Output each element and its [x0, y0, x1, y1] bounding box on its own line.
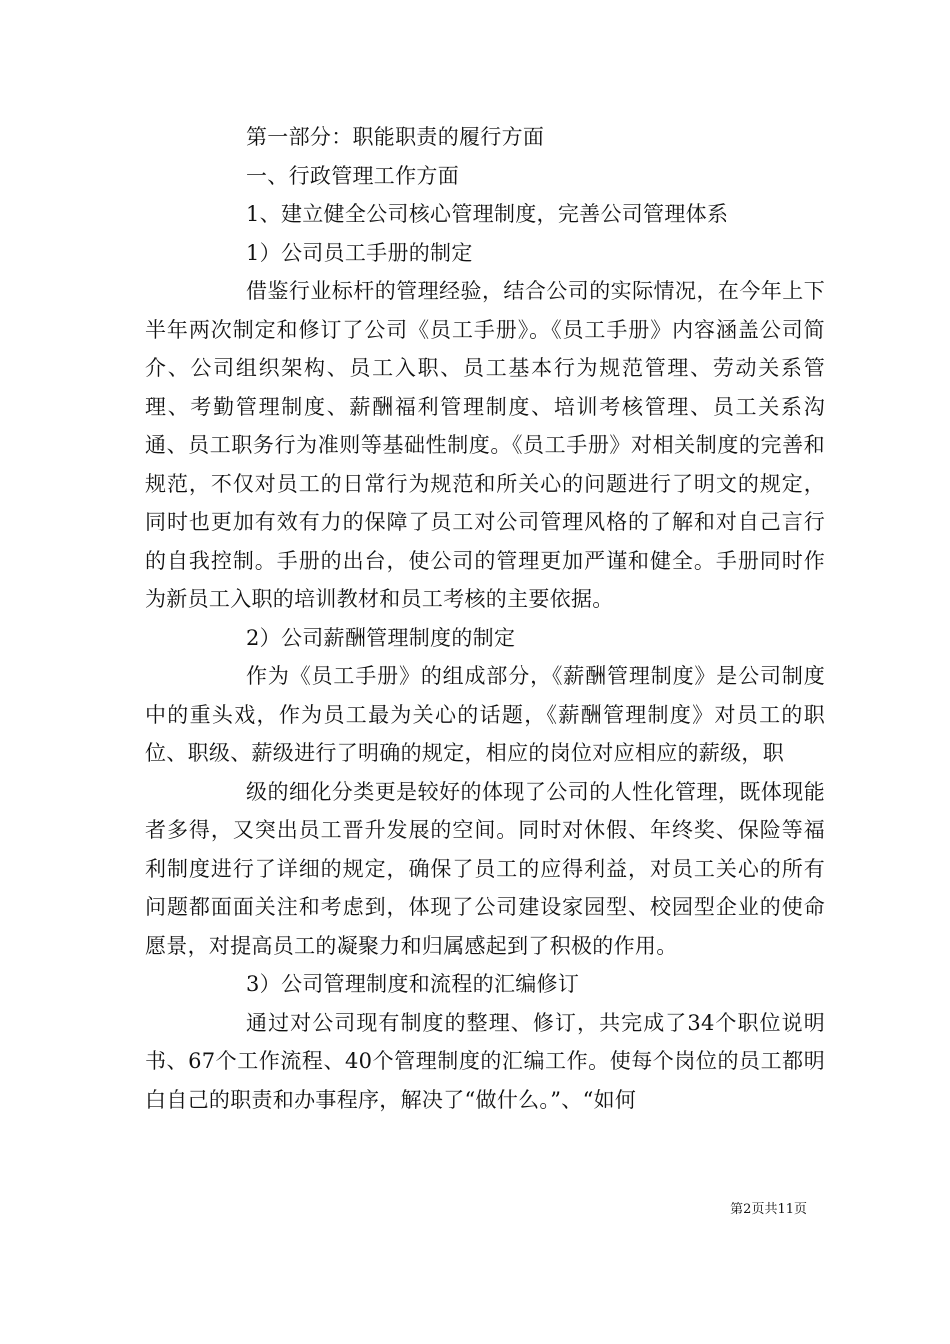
subsection-heading: 一、行政管理工作方面	[246, 163, 459, 188]
section-heading: 第一部分：职能职责的履行方面	[246, 125, 545, 149]
subitem-heading-salary-system: 2）公司薪酬管理制度的制定	[246, 625, 516, 650]
paragraph-process-compilation: 通过对公司现有制度的整理、修订，共完成了34个职位说明书、67个工作流程、40个管理制度的汇编工作。使每个岗位的员工都明白自己的职责和办事程序，解决了“做什么。”、“如何	[145, 1010, 825, 1112]
subitem-heading-process-compilation: 3）公司管理制度和流程的汇编修订	[246, 972, 580, 996]
item-heading: 1、建立健全公司核心管理制度，完善公司管理体系	[246, 202, 729, 226]
paragraph-employee-handbook: 借鉴行业标杆的管理经验，结合公司的实际情况，在今年上下半年两次制定和修订了公司《员工手册》。《员工手册》内容涵盖公司简介、公司组织架构、员工入职、员工基本行为规范管理、劳动关系管理、考勤管理制度、薪酬福利管理制度、培训考核管理、员工关系沟通、员工职务行为准则等基础性制度。《员工手册》对相关制度的完善和规范，不仅对员工的日常行为规范和所关心的问题进行了明文的规定，同时也更加有效有力的保障了员工对公司管理风格的了解和对自己言行的自我控制。手册的出台，使公司的管理更加严谨和健全。手册同时作为新员工入职的培训教材和员工考核的主要依据。	[145, 279, 825, 611]
paragraph-salary-system-continued: 级的细化分类更是较好的体现了公司的人性化管理，既体现能者多得，又突出员工晋升发展的空间。同时对休假、年终奖、保险等福利制度进行了详细的规定，确保了员工的应得利益，对员工关心的所有问题都面面关注和考虑到，体现了公司建设家园型、校园型企业的使命愿景，对提高员工的凝聚力和归属感起到了积极的作用。	[145, 779, 825, 958]
subitem-heading-employee-handbook: 1）公司员工手册的制定	[246, 240, 473, 265]
page-number-footer: 第2页共11页	[730, 1202, 807, 1217]
document-body	[145, 118, 825, 1119]
paragraph-salary-system: 作为《员工手册》的组成部分，《薪酬管理制度》是公司制度中的重头戏，作为员工最为关心的话题，《薪酬管理制度》对员工的职位、职级、薪级进行了明确的规定，相应的岗位对应相应的薪级，职	[145, 664, 825, 765]
